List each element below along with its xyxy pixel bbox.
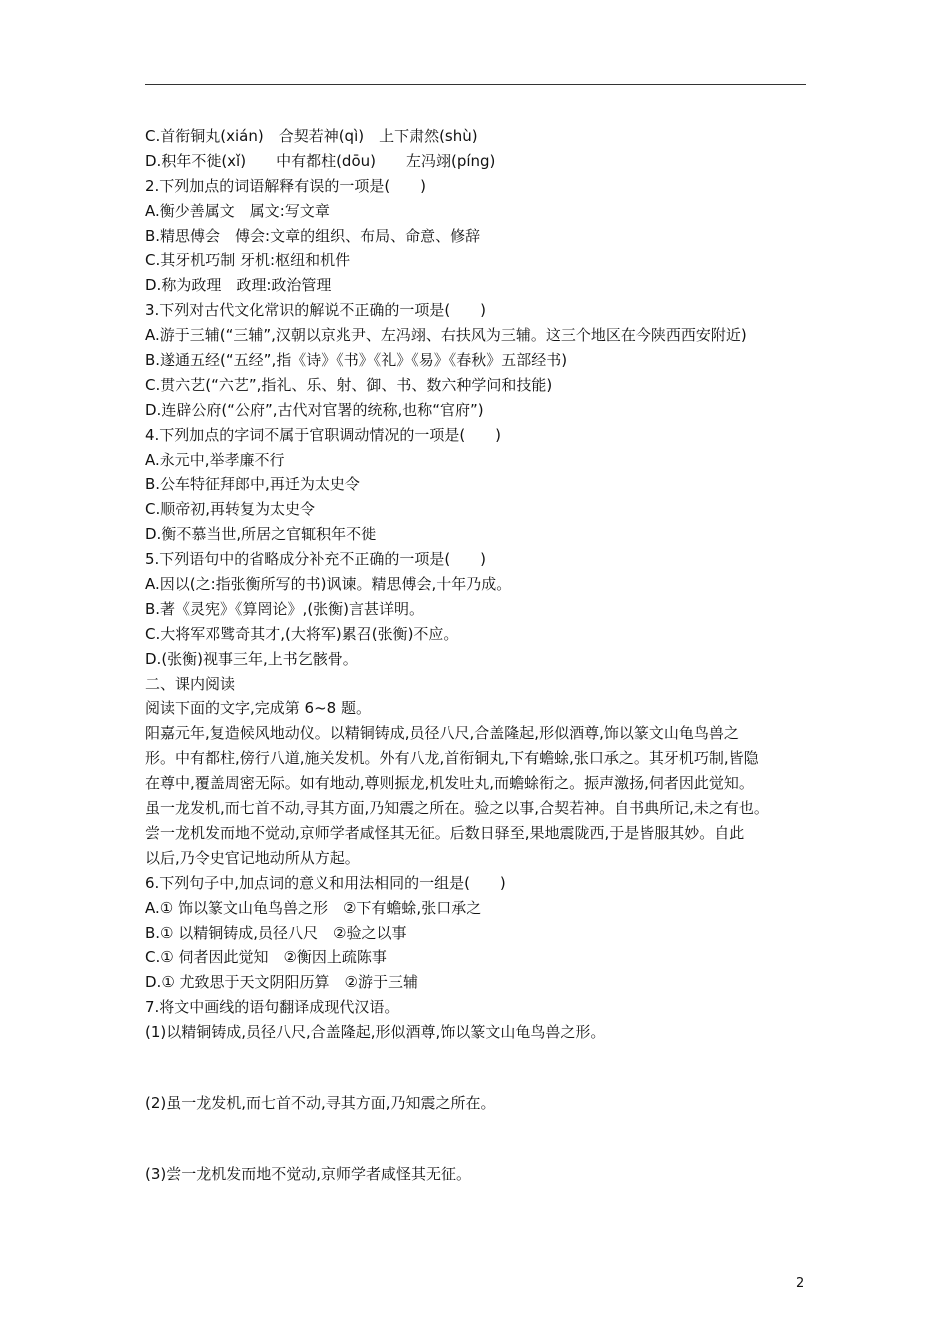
text-line: C.其牙机巧制 牙机:枢纽和机件 <box>145 251 351 270</box>
text-lines <box>145 124 811 1045</box>
answer-space-1 <box>145 1045 811 1091</box>
text-line: C.贯六艺(“六艺”,指礼、乐、射、御、书、数六种学问和技能) <box>145 375 553 394</box>
text-line: D.① 尤致思于天文阴阳历算 ②游于三辅 <box>145 973 418 992</box>
text-line: B.著《灵宪》《算罔论》,(张衡)言甚详明。 <box>145 599 425 618</box>
text-line: C.顺帝初,再转复为太史令 <box>145 500 316 519</box>
question-7-3: (3)尝一龙机发而地不觉动,京师学者咸怪其无征。 <box>145 1164 472 1183</box>
text-line: D.(张衡)视事三年,上书乞骸骨。 <box>145 649 358 668</box>
text-line: B.遂通五经(“五经”,指《诗》《书》《礼》《易》《春秋》五部经书) <box>145 351 568 370</box>
text-line: C.大将军邓骘奇其才,(大将军)累召(张衡)不应。 <box>145 624 459 643</box>
text-line: B.① 以精铜铸成,员径八尺 ②验之以事 <box>145 923 407 942</box>
header-rule <box>145 84 806 85</box>
text-line: 6.下列句子中,加点词的意义和用法相同的一组是( ) <box>145 873 506 892</box>
answer-space-2 <box>145 1116 811 1162</box>
text-line: D.积年不徙(xǐ) 中有都柱(dōu) 左冯翊(píng) <box>145 151 496 170</box>
text-line: 阅读下面的文字,完成第 6~8 题。 <box>145 699 371 718</box>
text-line: 尝一龙机发而地不觉动,京师学者咸怪其无征。后数日驿至,果地震陇西,于是皆服其妙。自此 <box>145 823 745 842</box>
text-line: 5.下列语句中的省略成分补充不正确的一项是( ) <box>145 550 487 569</box>
text-line: 在尊中,覆盖周密无际。如有地动,尊则振龙,机发吐丸,而蟾蜍衔之。振声激扬,伺者因此觉知。 <box>145 774 754 793</box>
text-line: 阳嘉元年,复造候风地动仪。以精铜铸成,员径八尺,合盖隆起,形似酒尊,饰以篆文山龟鸟兽之 <box>145 724 739 743</box>
text-line: A.游于三辅(“三辅”,汉朝以京兆尹、左冯翊、右扶风为三辅。这三个地区在今陕西西安附近) <box>145 326 747 345</box>
text-line: 虽一龙发机,而七首不动,寻其方面,乃知震之所在。验之以事,合契若神。自书典所记,未之有也。 <box>145 799 769 818</box>
document-body <box>145 124 811 1187</box>
text-line: A.因以(之:指张衡所写的书)讽谏。精思傅会,十年乃成。 <box>145 575 512 594</box>
text-line: A.① 饰以篆文山龟鸟兽之形 ②下有蟾蜍,张口承之 <box>145 898 482 917</box>
text-line: 3.下列对古代文化常识的解说不正确的一项是( ) <box>145 301 487 320</box>
page-number: 2 <box>796 1276 805 1291</box>
text-line: A.永元中,举孝廉不行 <box>145 450 285 469</box>
text-line: 形。中有都柱,傍行八道,施关发机。外有八龙,首衔铜丸,下有蟾蜍,张口承之。其牙机巧制,皆隐 <box>145 749 759 768</box>
text-line: 7.将文中画线的语句翻译成现代汉语。 <box>145 998 400 1017</box>
text-line: D.衡不慕当世,所居之官辄积年不徙 <box>145 525 377 544</box>
text-line: D.称为政理 政理:政治管理 <box>145 276 332 295</box>
text-line: C.① 伺者因此觉知 ②衡因上疏陈事 <box>145 948 387 967</box>
text-line: C.首衔铜丸(xián) 合契若神(qì) 上下肃然(shù) <box>145 127 478 145</box>
question-7-2: (2)虽一龙发机,而七首不动,寻其方面,乃知震之所在。 <box>145 1093 496 1112</box>
text-line: 4.下列加点的字词不属于官职调动情况的一项是( ) <box>145 425 502 444</box>
text-line: B.精思傅会 傅会:文章的组织、布局、命意、修辞 <box>145 226 481 245</box>
text-line: 二、课内阅读 <box>145 674 236 693</box>
text-line: 以后,乃令史官记地动所从方起。 <box>145 848 360 867</box>
text-line: B.公车特征拜郎中,再迁为太史令 <box>145 475 360 494</box>
text-line: D.连辟公府(“公府”,古代对官署的统称,也称“官府”) <box>145 400 484 419</box>
text-line: A.衡少善属文 属文:写文章 <box>145 201 330 220</box>
text-line: 2.下列加点的词语解释有误的一项是( ) <box>145 176 427 195</box>
text-line: (1)以精铜铸成,员径八尺,合盖隆起,形似酒尊,饰以篆文山龟鸟兽之形。 <box>145 1023 606 1042</box>
